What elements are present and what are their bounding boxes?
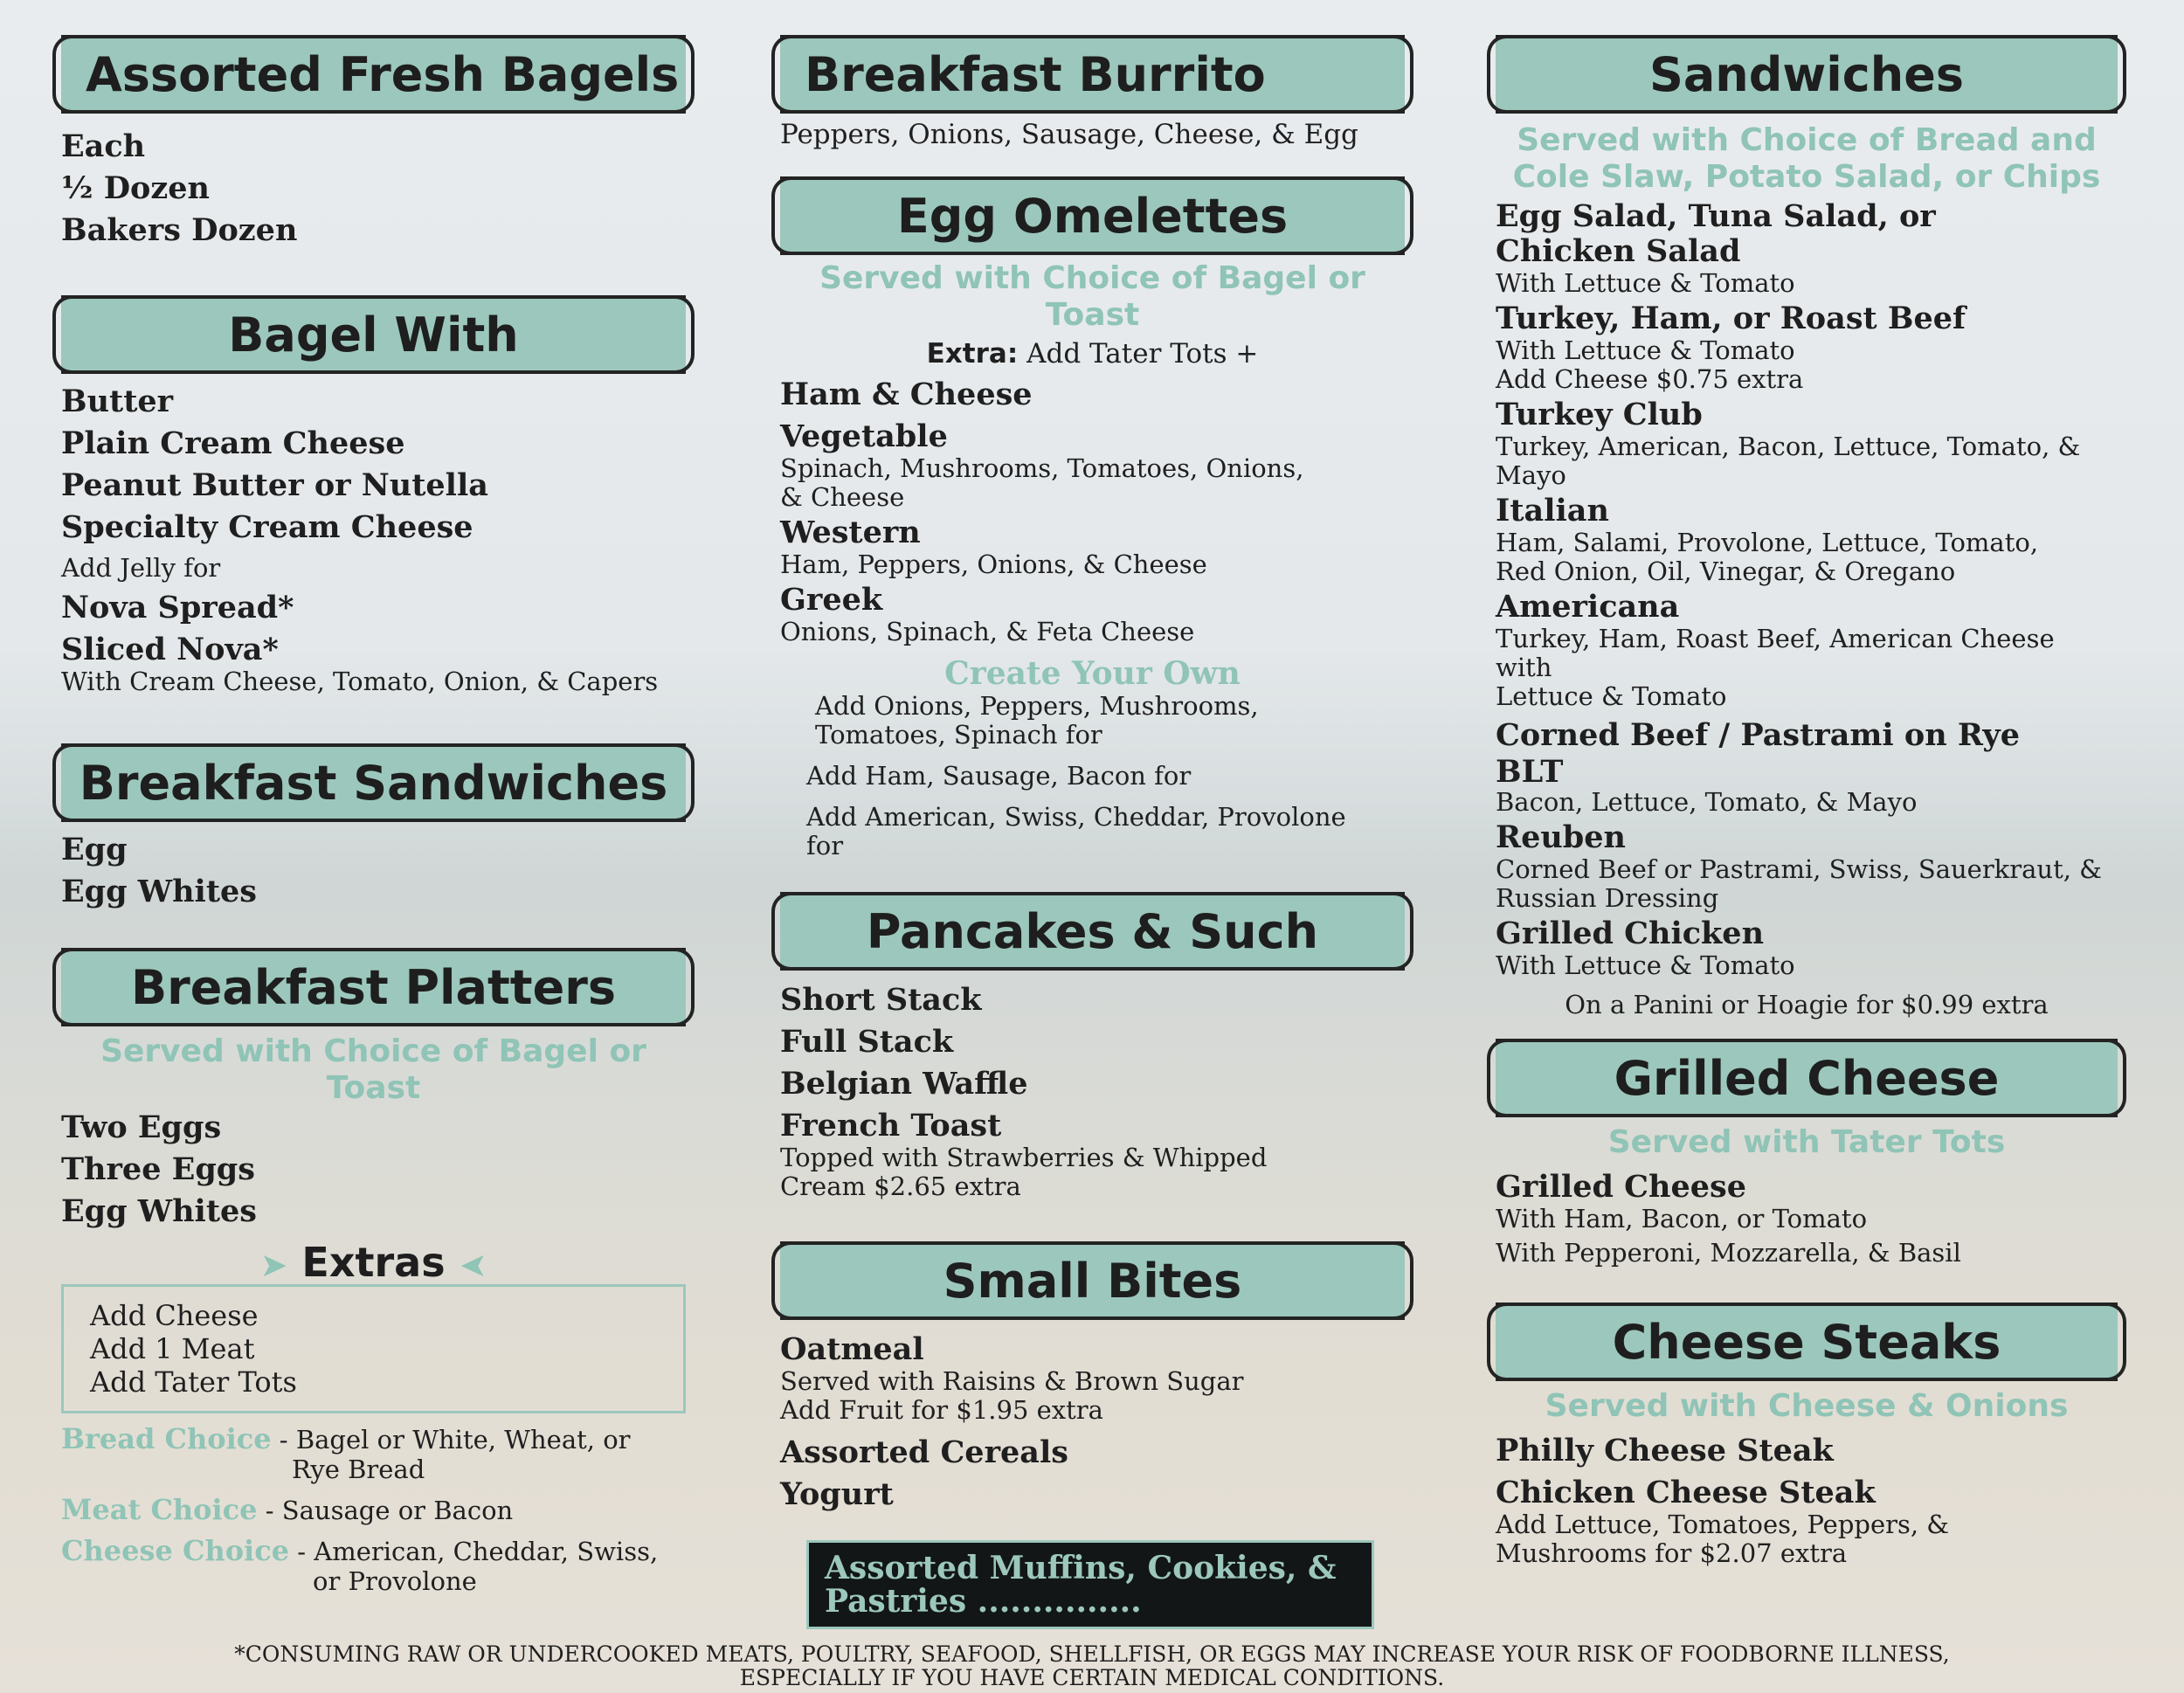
create-option: Tomatoes, Spinach for — [815, 720, 1102, 750]
menu-item-desc: Add Fruit for $1.95 extra — [780, 1395, 1103, 1425]
menu-item: Two Eggs — [61, 1109, 222, 1145]
menu-item: Assorted Cereals — [780, 1434, 1068, 1470]
menu-item-desc: With Pepperoni, Mozzarella, & Basil — [1496, 1238, 1961, 1268]
menu-item: Ham & Cheese — [780, 377, 1033, 412]
menu-item: Chicken Cheese Steak — [1496, 1475, 1876, 1510]
bread-choice — [61, 1424, 686, 1484]
menu-item: Each — [61, 128, 146, 164]
menu-item-desc: & Cheese — [780, 482, 905, 512]
extras-item: Add Cheese — [90, 1299, 259, 1332]
menu-item-desc: Red Onion, Oil, Vinegar, & Oregano — [1496, 556, 1956, 586]
disclaimer-line: ESPECIALLY IF YOU HAVE CERTAIN MEDICAL CONDITIONS. — [739, 1665, 1445, 1690]
meat-choice-label: Meat Choice — [61, 1493, 258, 1526]
menu-item: Western — [780, 515, 921, 550]
menu-item: Reuben — [1496, 819, 1626, 855]
section-subtitle: Served with Choice of Bagel or Toast — [100, 1033, 646, 1106]
menu-item: Turkey, Ham, or Roast Beef — [1496, 301, 1966, 336]
menu-item-desc: Ham, Peppers, Onions, & Cheese — [780, 549, 1207, 579]
disclaimer-line: *CONSUMING RAW OR UNDERCOOKED MEATS, POULTRY, SEAFOOD, SHELLFISH, OR EGGS MAY INCREASE YOUR RISK OF FOODBORNE ILLNESS, — [234, 1641, 1950, 1667]
menu-item-desc: Spinach, Mushrooms, Tomatoes, Onions, — [780, 453, 1304, 483]
menu-item-desc: Served with Raisins & Brown Sugar — [780, 1366, 1244, 1396]
menu-item: Full Stack — [780, 1024, 954, 1060]
menu-item: Specialty Cream Cheese — [61, 509, 473, 545]
menu-item: Turkey Club — [1496, 397, 1703, 432]
menu-item-desc: Corned Beef or Pastrami, Swiss, Sauerkraut, & — [1496, 854, 2102, 884]
menu-item: BLT — [1496, 754, 1564, 790]
menu-item-desc: With Lettuce & Tomato — [1496, 335, 1795, 365]
menu-item-desc: Ham, Salami, Provolone, Lettuce, Tomato, — [1496, 528, 2039, 557]
menu-item: Nova Spread* — [61, 590, 294, 625]
bread-choice-text: - Bagel or White, Wheat, or — [271, 1425, 631, 1455]
menu-item: Egg — [61, 832, 128, 867]
create-option: Add Onions, Peppers, Mushrooms, — [815, 691, 1259, 721]
menu-item: French Toast — [780, 1108, 1002, 1144]
menu-item-desc: Mushrooms for $2.07 extra — [1496, 1538, 1848, 1568]
extras-item: Add Tater Tots — [90, 1365, 297, 1399]
menu-item: Butter — [61, 384, 174, 419]
menu-item: Bakers Dozen — [61, 212, 298, 248]
menu-item: Egg Salad, Tuna Salad, or — [1496, 198, 1936, 234]
bread-choice-text-cont: Rye Bread — [292, 1455, 425, 1484]
omelette-extra — [780, 334, 1405, 374]
section-title-breakfast-sandwiches: Breakfast Sandwiches — [61, 743, 686, 822]
menu-item-desc: Russian Dressing — [1496, 883, 1719, 913]
muffins-callout — [806, 1540, 1374, 1629]
extras-title: Extras — [301, 1239, 446, 1286]
menu-item: Egg Whites — [61, 1193, 257, 1229]
create-option: Add American, Swiss, Cheddar, Provolone — [806, 802, 1346, 832]
meat-choice — [61, 1495, 686, 1525]
menu-item: Oatmeal — [780, 1331, 924, 1367]
extras-box — [61, 1284, 686, 1413]
menu-item: Grilled Cheese — [1496, 1169, 1746, 1205]
menu-item-desc: With Ham, Bacon, or Tomato — [1496, 1204, 1868, 1233]
extra-label: Extra: — [926, 338, 1019, 370]
arrow-left-icon: ➤ — [459, 1246, 487, 1284]
extras-heading — [61, 1238, 686, 1289]
arrow-right-icon: ➤ — [259, 1246, 288, 1284]
menu-item: Italian — [1496, 493, 1609, 529]
section-title-bagels: Assorted Fresh Bagels — [61, 35, 686, 114]
create-option: Add Ham, Sausage, Bacon for — [806, 761, 1192, 791]
section-subtitle: Served with Choice of Bread and — [1517, 122, 2097, 158]
section-subtitle: Cole Slaw, Potato Salad, or Chips — [1512, 159, 2101, 195]
menu-item: Corned Beef / Pastrami on Rye — [1496, 717, 2020, 753]
menu-item-desc: With Lettuce & Tomato — [1496, 268, 1795, 298]
menu-item: Sliced Nova* — [61, 632, 279, 667]
cheese-choice — [61, 1536, 686, 1596]
section-title-burrito: Breakfast Burrito — [780, 35, 1405, 114]
menu-item: Belgian Waffle — [780, 1066, 1028, 1102]
menu-column-middle — [780, 35, 1405, 1629]
menu-item: Grilled Chicken — [1496, 916, 1765, 951]
menu-item: Chicken Salad — [1496, 233, 1741, 269]
create-your-own-title: Create Your Own — [944, 655, 1241, 692]
food-safety-disclaimer — [0, 1642, 2184, 1690]
menu-item-desc: Lettuce & Tomato — [1496, 681, 1727, 711]
menu-item-desc: Mayo — [1496, 460, 1566, 490]
section-subtitle: Served with Tater Tots — [1607, 1124, 2006, 1160]
section-title-grilled-cheese: Grilled Cheese — [1496, 1039, 2118, 1117]
menu-item-desc: Add Cheese $0.75 extra — [1496, 364, 1804, 394]
meat-choice-text: - Sausage or Bacon — [257, 1496, 514, 1525]
menu-item: Peanut Butter or Nutella — [61, 467, 488, 503]
section-subtitle: Served with Choice of Bagel or Toast — [819, 260, 1365, 333]
menu-item-desc: Turkey, American, Bacon, Lettuce, Tomato, & — [1496, 432, 2081, 461]
section-title-sandwiches: Sandwiches — [1496, 35, 2118, 114]
cheese-choice-text-cont: or Provolone — [313, 1566, 477, 1596]
menu-item: Americana — [1496, 589, 1680, 625]
menu-item: Philly Cheese Steak — [1496, 1433, 1834, 1468]
section-title-omelettes: Egg Omelettes — [780, 176, 1405, 255]
bread-choice-label: Bread Choice — [61, 1422, 272, 1455]
menu-column-left — [61, 35, 686, 1596]
menu-item-desc: Topped with Strawberries & Whipped — [780, 1143, 1268, 1172]
menu-item: ½ Dozen — [61, 170, 210, 206]
menu-item: Vegetable — [780, 418, 948, 454]
menu-item-desc: Bacon, Lettuce, Tomato, & Mayo — [1496, 787, 1918, 817]
menu-item-desc: Add Lettuce, Tomatoes, Peppers, & — [1496, 1510, 1950, 1539]
cheese-choice-label: Cheese Choice — [61, 1534, 290, 1567]
muffins-line: Assorted Muffins, Cookies, & — [825, 1550, 1337, 1586]
muffins-line: Pastries ............... — [825, 1583, 1142, 1620]
section-subtitle: Served with Cheese & Onions — [1545, 1388, 2069, 1424]
menu-item-desc: Peppers, Onions, Sausage, Cheese, & Egg — [780, 119, 1358, 150]
section-title-bagel-with: Bagel With — [61, 295, 686, 374]
menu-item-desc: With Lettuce & Tomato — [1496, 950, 1795, 980]
menu-item-desc: Onions, Spinach, & Feta Cheese — [780, 617, 1195, 646]
menu-item: Three Eggs — [61, 1151, 255, 1187]
menu-item: Short Stack — [780, 982, 982, 1018]
menu-note: On a Panini or Hoagie for $0.99 extra — [1565, 990, 2049, 1019]
section-title-cheese-steaks: Cheese Steaks — [1496, 1303, 2118, 1381]
menu-note: Add Jelly for — [61, 553, 221, 583]
cheese-choice-text: - American, Cheddar, Swiss, — [289, 1537, 659, 1566]
menu-item: Egg Whites — [61, 874, 257, 909]
extra-text: Add Tater Tots + — [1018, 338, 1259, 370]
menu-column-right — [1496, 35, 2118, 1568]
menu-item-desc: With Cream Cheese, Tomato, Onion, & Capers — [61, 667, 659, 696]
menu-item-desc: Turkey, Ham, Roast Beef, American Cheese with — [1496, 624, 2055, 682]
menu-item: Yogurt — [780, 1476, 894, 1512]
menu-item: Greek — [780, 582, 883, 618]
menu-item-desc: Cream $2.65 extra — [780, 1171, 1021, 1201]
section-title-pancakes: Pancakes & Such — [780, 892, 1405, 971]
extras-item: Add 1 Meat — [90, 1332, 255, 1365]
create-option: for — [806, 831, 844, 860]
menu-item: Plain Cream Cheese — [61, 425, 405, 461]
section-title-breakfast-platters: Breakfast Platters — [61, 948, 686, 1026]
section-title-small-bites: Small Bites — [780, 1241, 1405, 1320]
